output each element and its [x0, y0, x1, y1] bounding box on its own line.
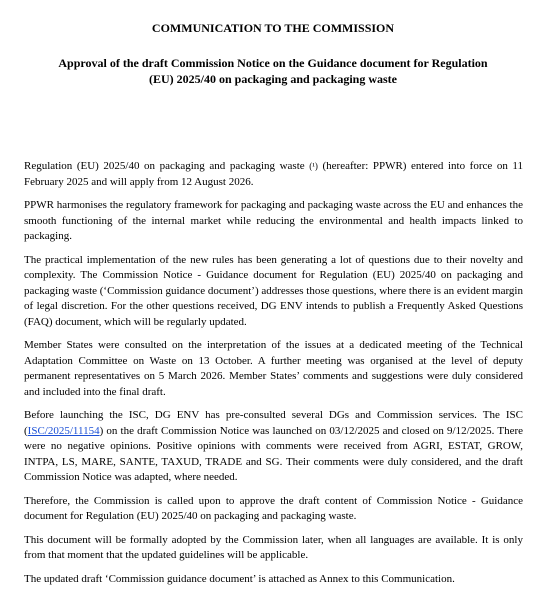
paragraph-ppwr-harmonises: PPWR harmonises the regulatory framework for packaging and packaging waste across the EU and enhances the smooth functioning of the internal market while reducing the environmental and health impacts linked to packaging. — [24, 199, 523, 242]
paragraph-text: ) on the draft Commission Notice was launched on 03/12/2025 and closed on 9/12/2025. There were no negative opinions. Positive opinions with comments were received from AGRI, ESTAT, GROW, INTPA, LS, MARE, SANTE, TAXUD, TRADE and SG. Their comments were duly considered, and the draft Commission Notice was adapted, where needed. — [24, 424, 523, 483]
subject-line-2: (EU) 2025/40 on packaging and packaging waste — [148, 72, 398, 86]
paragraph-isc-consultation — [24, 408, 523, 486]
paragraph-formal-adoption: This document will be formally adopted by the Commission later, when all languages are available. It is only from that moment that the updated guidelines will be applicable. — [24, 533, 523, 561]
document-heading: COMMUNICATION TO THE COMMISSION — [151, 21, 395, 35]
paragraph-text: (hereafter: PPWR) entered into force on 11 February 2025 and will apply from 12 August 2026. — [24, 160, 523, 188]
paragraph-practical-implementation: The practical implementation of the new rules has been generating a lot of questions due to their novelty and complexity. The Commission Notice - Guidance document for Regulation (EU) 2025/40 on packaging and packaging waste (‘Commission guidance document’) addresses those questions, where there is an evident margin of legal discretion. For the other questions received, DG ENV intends to publish a Frequently Asked Questions (FAQ) document, which will be regularly updated. — [24, 253, 523, 328]
footnote-reference: (¹) — [309, 161, 318, 171]
isc-reference-link[interactable]: ISC/2025/11154 — [27, 424, 100, 437]
paragraph-approval-request: Therefore, the Commission is called upon to approve the draft content of Commission Notice - Guidance document for Regulation (EU) 2025/40 on packaging and packaging waste. — [24, 494, 523, 522]
paragraph-text: Regulation (EU) 2025/40 on packaging and packaging waste — [24, 160, 310, 172]
paragraph-annex-note: The updated draft ‘Commission guidance document’ is attached as Annex to this Communication. — [24, 572, 455, 585]
paragraph-member-states-consulted: Member States were consulted on the interpretation of the issues at a dedicated meeting of the Technical Adaptation Committee on Waste on 13 October. A further meeting was organised at the level of deputy permanent representatives on 5 March 2026. Member States’ comments and suggestions were duly considered and included into the final draft. — [24, 339, 523, 398]
subject-line-1: Approval of the draft Commission Notice on the Guidance document for Regulation — [58, 56, 488, 70]
paragraph-text: Before launching the ISC, DG ENV has pre-consulted several DGs and Commission services. The ISC ( — [24, 409, 523, 437]
document-subject — [20, 55, 526, 87]
document-body — [24, 159, 523, 587]
paragraph-regulation-intro — [24, 159, 523, 190]
